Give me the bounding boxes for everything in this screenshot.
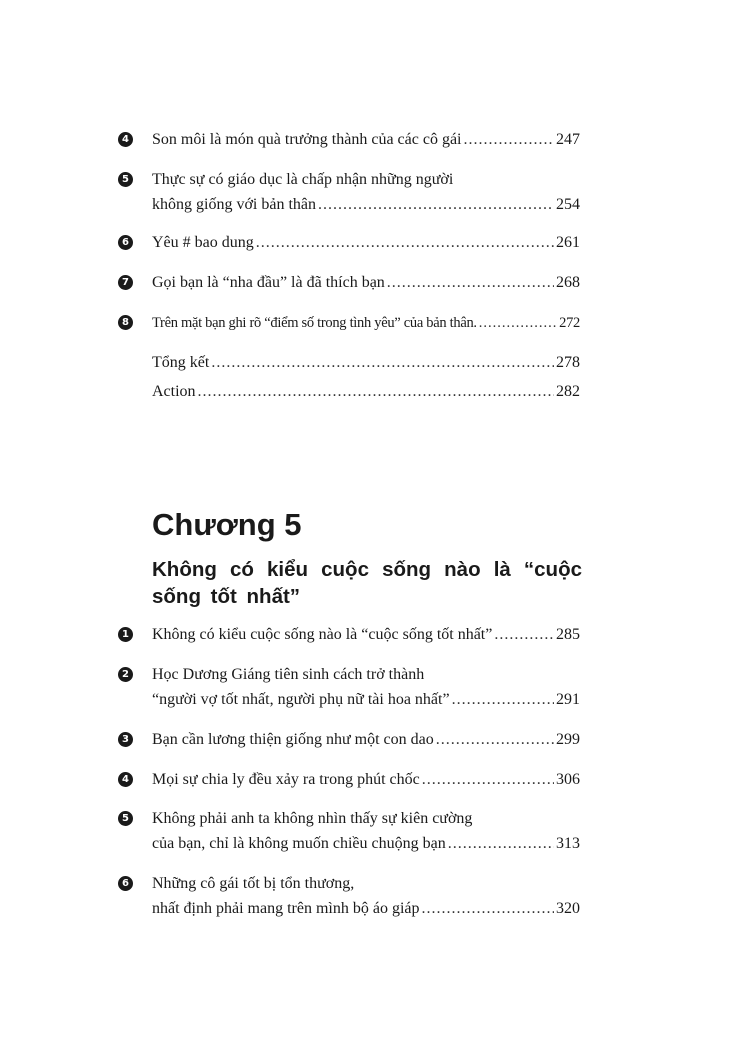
toc-entry-line: [152, 272, 580, 294]
toc-entry-line: [152, 898, 580, 920]
toc-entry-title-line2: nhất định phải mang trên mình bộ áo giáp: [152, 900, 420, 917]
toc-entry-line: [152, 689, 580, 711]
toc-entry-title: Action: [152, 383, 196, 400]
toc-entry-title: Trên mặt bạn ghi rõ “điểm số trong tình yêu” của bản thân.: [152, 315, 477, 331]
toc-entry-page: 285: [556, 626, 580, 643]
dot-leader: [464, 129, 555, 151]
entry-number-badge: 1: [118, 627, 133, 642]
toc-entry-title-line2: của bạn, chỉ là không muốn chiều chuộng bạn: [152, 835, 446, 852]
toc-entry-title-line1: Thực sự có giáo dục là chấp nhận những người: [152, 171, 454, 188]
toc-entry-title-line1: Không phải anh ta không nhìn thấy sự kiên cường: [152, 810, 473, 827]
entry-number-badge: 3: [118, 732, 133, 747]
toc-entry-tong-ket: [118, 352, 580, 374]
entry-number-badge: 5: [118, 172, 133, 187]
toc-entry-title: Son môi là món quà trưởng thành của các cô gái: [152, 131, 462, 148]
dot-leader: [211, 352, 554, 374]
toc-entry-con-dao: [118, 729, 580, 751]
entry-number-badge: 5: [118, 811, 133, 826]
toc-entry-line: [152, 624, 580, 646]
toc-entry-page: 247: [556, 131, 580, 148]
toc-entry-cuoc-song-tot-nhat: [118, 624, 580, 646]
chapter-subtitle: Không có kiểu cuộc sống nào là “cuộc sống tốt nhất”: [152, 558, 582, 608]
dot-leader: [422, 769, 554, 791]
entry-number-badge: 8: [118, 315, 133, 330]
dot-leader: [436, 729, 554, 751]
toc-entry-title: Tổng kết: [152, 354, 210, 371]
toc-entry-page: 313: [556, 835, 580, 852]
entry-number-badge: 4: [118, 132, 133, 147]
dot-leader: [452, 689, 554, 711]
toc-entry-kien-cuong: [118, 808, 580, 858]
toc-entry-page: 268: [556, 274, 580, 291]
dot-leader: [387, 272, 554, 294]
toc-entry-line: [152, 729, 580, 751]
toc-entry-page: 299: [556, 731, 580, 748]
toc-entry-title: Mọi sự chia ly đều xảy ra trong phút chốc: [152, 771, 420, 788]
toc-entry-action: [118, 381, 580, 403]
dot-leader: [256, 232, 554, 254]
entry-number-badge: 2: [118, 667, 133, 682]
entry-number-badge: 6: [118, 235, 133, 250]
toc-entry-title: Yêu # bao dung: [152, 234, 254, 251]
toc-entry-son-moi: [118, 129, 580, 151]
toc-entry-yeu-bao-dung: [118, 232, 580, 254]
toc-entry-page: 320: [556, 900, 580, 917]
toc-entry-line: [152, 381, 580, 403]
dot-leader: [479, 312, 557, 334]
dot-leader: [494, 624, 554, 646]
entry-number-badge: 6: [118, 876, 133, 891]
chapter-title: Chương 5: [152, 507, 302, 542]
toc-entry-diem-so: [118, 312, 580, 334]
toc-entry-line: [152, 833, 580, 855]
toc-entry-title-line2: “người vợ tốt nhất, người phụ nữ tài hoa nhất”: [152, 691, 450, 708]
toc-entry-page: 254: [556, 196, 580, 213]
toc-entry-line: [152, 769, 580, 791]
toc-entry-title: Không có kiểu cuộc sống nào là “cuộc sống tốt nhất”: [152, 626, 493, 643]
dot-leader: [318, 194, 554, 216]
toc-entry-duong-giang: [118, 664, 580, 714]
entry-number-badge: 7: [118, 275, 133, 290]
toc-entry-title: Gọi bạn là “nha đầu” là đã thích bạn: [152, 274, 385, 291]
toc-entry-ao-giap: [118, 873, 580, 923]
toc-entry-giao-duc: [118, 169, 580, 219]
toc-entry-line: [152, 129, 580, 151]
toc-entry-page: 291: [556, 691, 580, 708]
toc-entry-nha-dau: [118, 272, 580, 294]
toc-entry-title: Bạn cần lương thiện giống như một con dao: [152, 731, 434, 748]
toc-entry-title-line1: Học Dương Giáng tiên sinh cách trở thành: [152, 666, 425, 683]
toc-entry-line: [152, 194, 580, 216]
toc-entry-page: 272: [559, 315, 580, 331]
toc-entry-page: 261: [556, 234, 580, 251]
dot-leader: [448, 833, 554, 855]
toc-entry-page: 278: [556, 354, 580, 371]
dot-leader: [422, 898, 555, 920]
toc-entry-page: 282: [556, 383, 580, 400]
toc-entry-title-line2: không giống với bản thân: [152, 196, 316, 213]
toc-entry-chia-ly: [118, 769, 580, 791]
entry-number-badge: 4: [118, 772, 133, 787]
toc-entry-page: 306: [556, 771, 580, 788]
dot-leader: [198, 381, 554, 403]
toc-entry-line: [152, 352, 580, 374]
toc-entry-title-line1: Những cô gái tốt bị tổn thương,: [152, 875, 355, 892]
toc-entry-line: [152, 232, 580, 254]
toc-entry-line: [152, 312, 580, 334]
